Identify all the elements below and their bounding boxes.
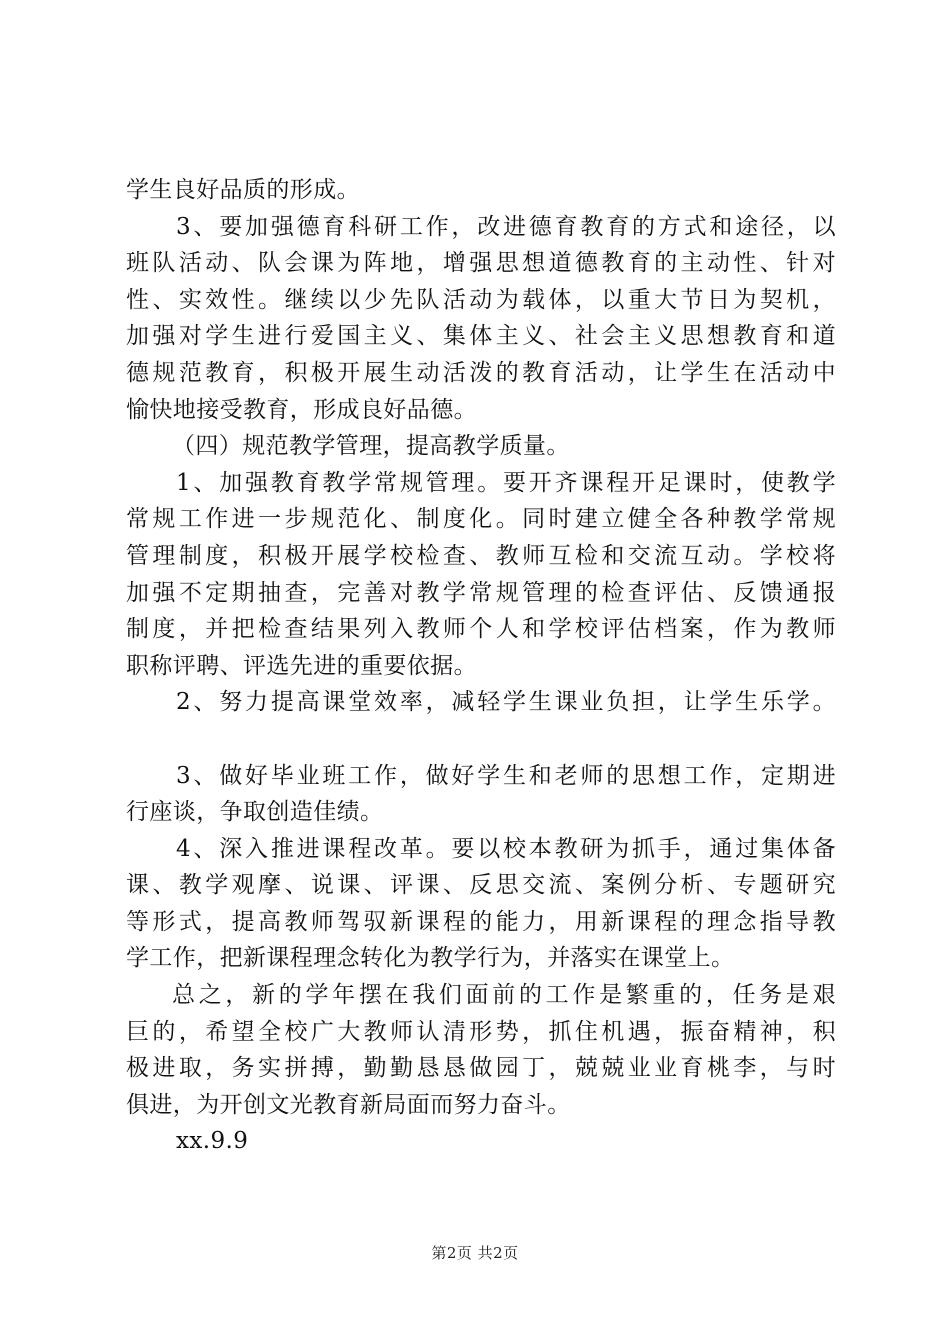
page-footer: 第2页 共2页 [431,1244,519,1262]
text-line: 3、要加强德育科研工作，改进德育教育的方式和途径，以 [176,213,836,240]
text-line: 3、做好毕业班工作，做好学生和老师的思想工作，定期进 [176,762,836,789]
text-line: 极进取，务实拼搏，勤勤恳恳做园丁，兢兢业业育桃李，与时 [126,1055,836,1082]
text-line: 学工作，把新课程理念转化为教学行为，并落实在课堂上。 [126,945,735,972]
text-line: 制度，并把检查结果列入教师个人和学校评估档案，作为教师 [126,616,836,643]
text-line: 管理制度，积极开展学校检查、教师互检和交流互动。学校将 [126,542,836,569]
text-line: 加强不定期抽查，完善对教学常规管理的检查评估、反馈通报 [126,579,836,606]
text-line: 俱进，为开创文光教育新局面而努力奋斗。 [126,1091,571,1118]
text-line: 愉快地接受教育，形成良好品德。 [126,396,477,423]
text-line: 职称评聘、评选先进的重要依据。 [126,652,477,679]
text-line: 加强对学生进行爱国主义、集体主义、社会主义思想教育和道 [126,323,836,350]
text-line: 2、努力提高课堂效率，减轻学生课业负担，让学生乐学。 [176,689,836,716]
blank-line [126,721,836,758]
text-line: xx.9.9 [176,1128,249,1155]
text-line: 等形式，提高教师驾驭新课程的能力，用新课程的理念指导教 [126,908,836,935]
text-line: 1、加强教育教学常规管理。要开齐课程开足课时，使教学 [176,469,836,496]
text-line: 德规范教育，积极开展生动活泼的教育活动，让学生在活动中 [126,359,836,386]
text-line: 常规工作进一步规范化、制度化。同时建立健全各种教学常规 [126,506,836,533]
text-line: 总之，新的学年摆在我们面前的工作是繁重的，任务是艰 [172,982,836,1009]
text-line: 4、深入推进课程改革。要以校本教研为抓手，通过集体备 [176,835,836,862]
document-body [126,172,836,1160]
text-line: 性、实效性。继续以少先队活动为载体，以重大节日为契机， [126,286,836,313]
text-line: 学生良好品质的形成。 [126,177,360,203]
text-line: 班队活动、队会课为阵地，增强思想道德教育的主动性、针对 [126,250,836,277]
text-line: 课、教学观摩、说课、评课、反思交流、案例分析、专题研究 [126,872,836,899]
text-line: 行座谈，争取创造佳绩。 [126,799,384,826]
text-line: （四）规范教学管理，提高教学质量。 [172,433,570,460]
text-line: 巨的，希望全校广大教师认清形势，抓住机遇，振奋精神，积 [126,1018,836,1045]
